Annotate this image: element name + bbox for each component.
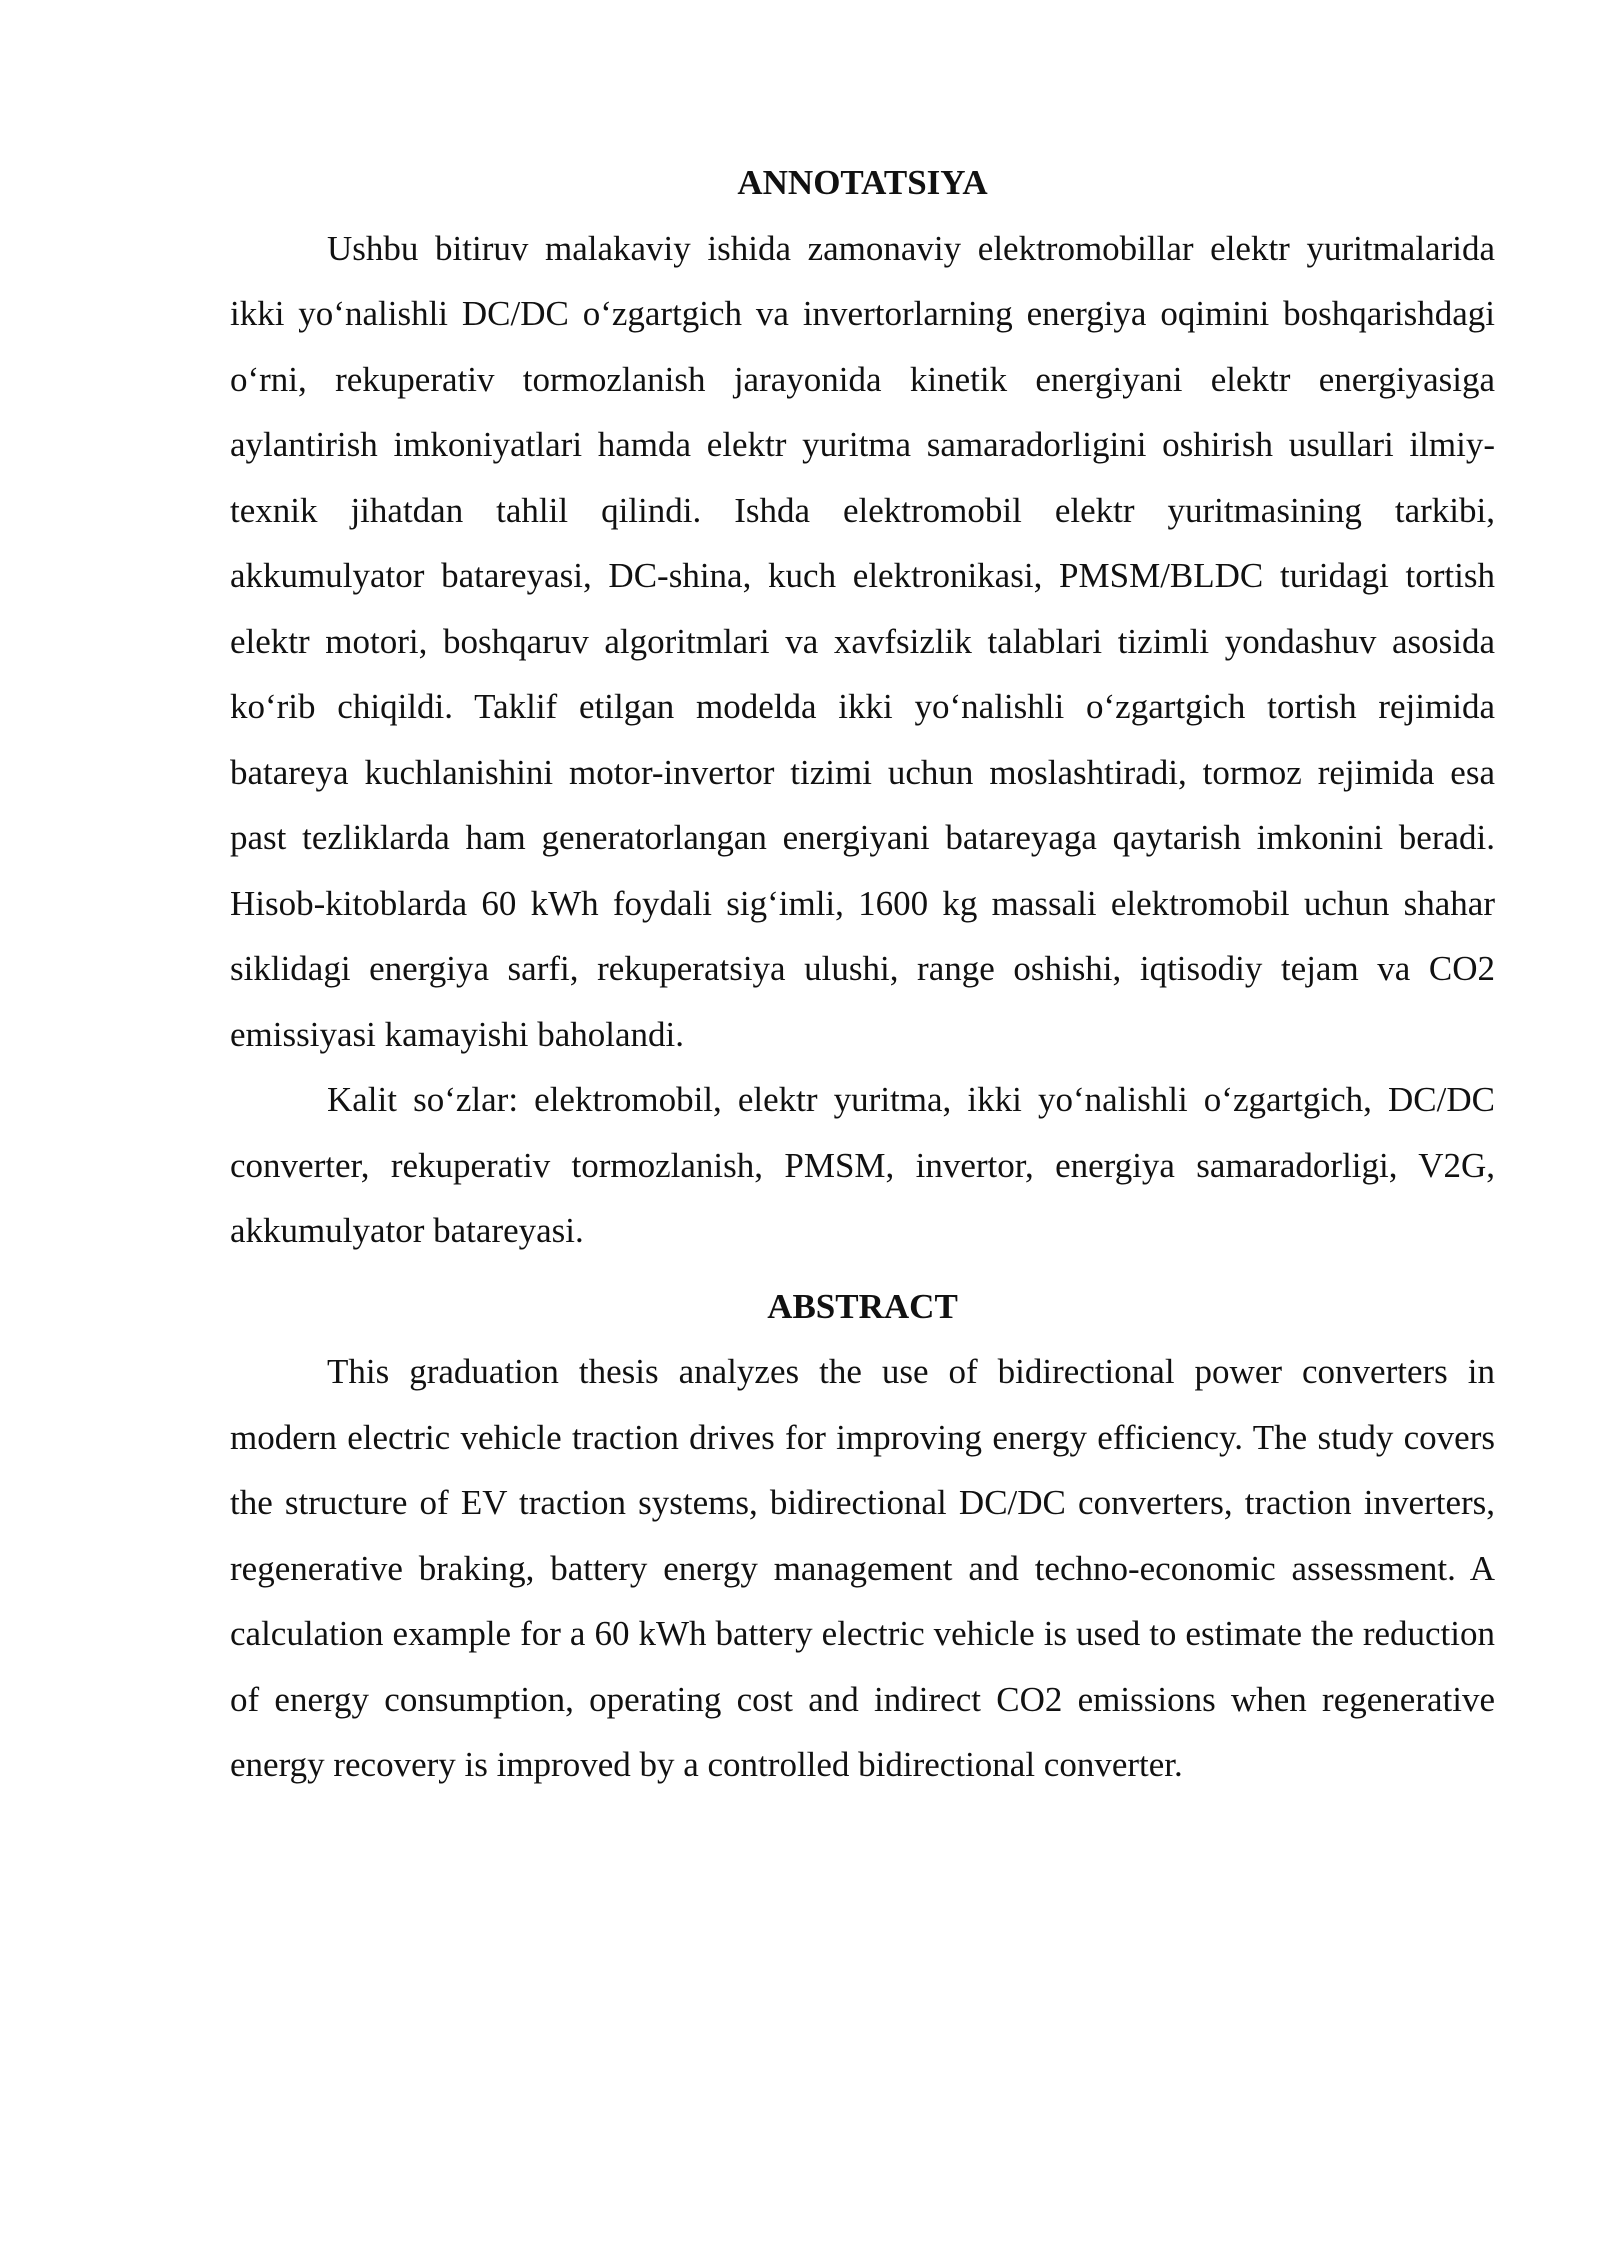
- abstract-heading: ABSTRACT: [767, 1286, 958, 1326]
- page-content: [230, 150, 1495, 1798]
- keywords-paragraph: Kalit so‘zlar: elektromobil, elektr yuritma, ikki yo‘nalishli o‘zgartgich, DC/DC converter, rekuperativ tormozlanish, PMSM, invertor, energiya samaradorligi, V2G, akkumulyator batareyasi.: [230, 1080, 1495, 1250]
- abstract-body: This graduation thesis analyzes the use of bidirectional power converters in modern electric vehicle traction drives for improving energy efficiency. The study covers the structure of EV traction systems, bidirectional DC/DC converters, traction inverters, regenerative braking, battery energy management and techno-economic assessment. A calculation example for a 60 kWh battery electric vehicle is used to estimate the reduction of energy consumption, operating cost and indirect CO2 emissions when regenerative energy recovery is improved by a controlled bidirectional converter.: [230, 1352, 1495, 1784]
- annotation-heading: ANNOTATSIYA: [737, 163, 988, 202]
- annotation-body: Ushbu bitiruv malakaviy ishida zamonaviy elektromobillar elektr yuritmalarida ikki yo‘nalishli DC/DC o‘zgartgich va invertorlarning energiya oqimini boshqarishdagi o‘rni, rekuperativ tormozlanish jarayonida kinetik energiyani elektr energiyasiga aylantirish imkoniyatlari hamda elektr yuritma samaradorligini oshirish usullari ilmiy-texnik jihatdan tahlil qilindi. Ishda elektromobil elektr yuritmasining tarkibi, akkumulyator batareyasi, DC-shina, kuch elektronikasi, PMSM/BLDC turidagi tortish elektr motori, boshqaruv algoritmlari va xavfsizlik talablari tizimli yondashuv asosida ko‘rib chiqildi. Taklif etilgan modelda ikki yo‘nalishli o‘zgartgich tortish rejimida batareya kuchlanishini motor-invertor tizimi uchun moslashtiradi, tormoz rejimida esa past tezliklarda ham generatorlangan energiyani batareyaga qaytarish imkonini beradi. Hisob-kitoblarda 60 kWh foydali sig‘imli, 1600 kg massali elektromobil uchun shahar siklidagi energiya sarfi, rekuperatsiya ulushi, range oshishi, iqtisodiy tejam va CO2 emissiyasi kamayishi baholandi.: [230, 228, 1495, 1054]
- section-spacer: [230, 1264, 1495, 1274]
